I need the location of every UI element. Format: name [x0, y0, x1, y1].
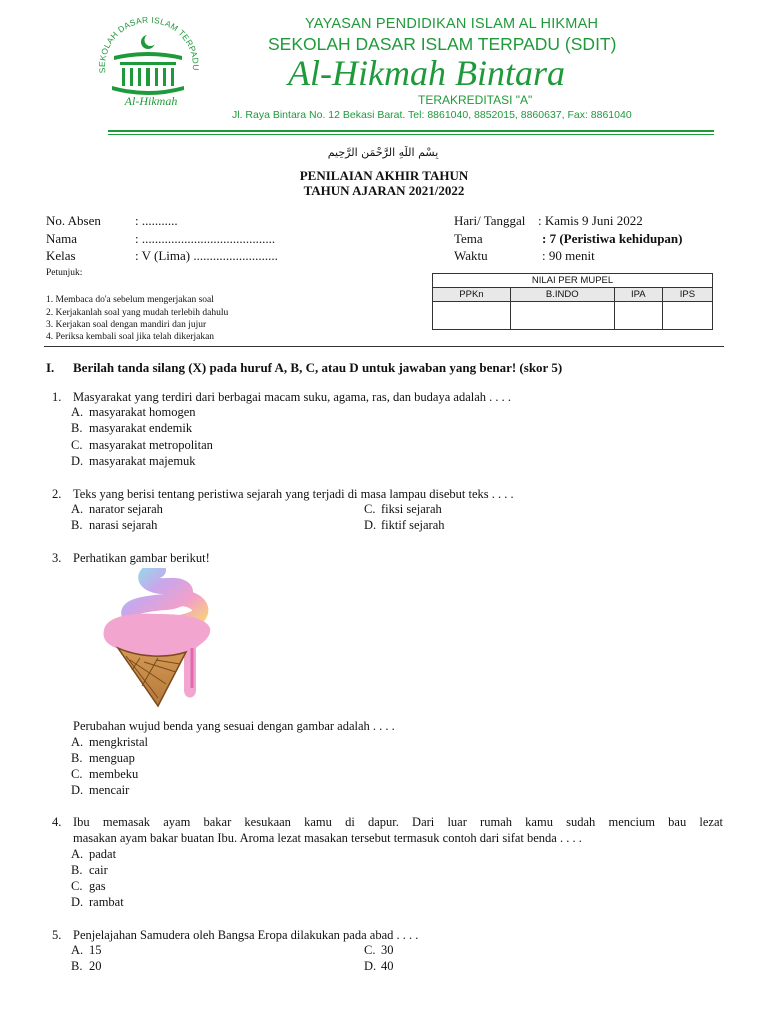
option-letter[interactable]: A. [71, 943, 84, 957]
option-letter[interactable]: B. [71, 959, 83, 973]
question-text: Penjelajahan Samudera oleh Bangsa Eropa dilakukan pada abad . . . . [73, 928, 419, 942]
hari-value: : Kamis 9 Juni 2022 [538, 213, 643, 228]
option-text: masyarakat majemuk [89, 454, 196, 468]
option-letter[interactable]: B. [71, 751, 83, 765]
option-letter[interactable]: C. [71, 879, 83, 893]
question-number: 2. [52, 487, 62, 501]
grade-cell-ips[interactable] [662, 302, 712, 330]
option-text: fiktif sejarah [381, 518, 445, 532]
school-logo [92, 12, 204, 112]
grade-cell-ipa[interactable] [614, 302, 662, 330]
option-letter[interactable]: D. [71, 895, 84, 909]
melting-ice-cream-image [96, 568, 220, 708]
foundation-name: YAYASAN PENDIDIKAN ISLAM AL HIKMAH [305, 16, 599, 32]
header-divider-thin [108, 134, 714, 135]
option-letter[interactable]: D. [71, 783, 84, 797]
no-absen-field[interactable]: : ........... [135, 213, 178, 228]
option-letter[interactable]: A. [71, 735, 84, 749]
question-text: Ibu memasak ayam bakar kesukaan kamu di dapur. Dari luar rumah kamu sudah mencium bau lezat [73, 815, 723, 829]
question-number: 3. [52, 551, 62, 565]
grade-cell-bindo[interactable] [510, 302, 614, 330]
option-letter[interactable]: A. [71, 847, 84, 861]
kelas-field[interactable]: : V (Lima) .......................... [135, 248, 278, 263]
nama-label: Nama [46, 231, 78, 246]
option-text: 30 [381, 943, 394, 957]
logo-script-text: Al-Hikmah [124, 94, 178, 108]
question-number: 4. [52, 815, 62, 829]
grades-table [432, 273, 713, 330]
option-letter[interactable]: C. [364, 502, 376, 516]
option-text: 20 [89, 959, 102, 973]
instruction-item: 4. Periksa kembali soal jika telah dikerjakan [46, 332, 215, 342]
option-text: rambat [89, 895, 124, 909]
kelas-label: Kelas [46, 248, 76, 263]
grade-col-header: PPKn [433, 288, 511, 302]
option-letter[interactable]: D. [71, 454, 84, 468]
section-instruction: Berilah tanda silang (X) pada huruf A, B, C, atau D untuk jawaban yang benar! (skor 5) [73, 360, 563, 375]
header-divider [108, 130, 714, 132]
option-text: 40 [381, 959, 394, 973]
question-text: Masyarakat yang terdiri dari berbagai macam suku, agama, ras, dan budaya adalah . . . . [73, 390, 512, 404]
waktu-value: : 90 menit [542, 248, 595, 263]
option-text: cair [89, 863, 108, 877]
grade-col-header: IPA [614, 288, 662, 302]
exam-year: TAHUN AJARAN 2021/2022 [303, 183, 465, 198]
option-letter[interactable]: C. [71, 767, 83, 781]
question-text: Perhatikan gambar berikut! [73, 551, 210, 565]
question-followup: Perubahan wujud benda yang sesuai dengan gambar adalah . . . . [73, 719, 395, 733]
option-text: menguap [89, 751, 135, 765]
option-text: fiksi sejarah [381, 502, 442, 516]
option-letter[interactable]: C. [364, 943, 376, 957]
option-letter[interactable]: D. [364, 518, 377, 532]
option-text: gas [89, 879, 106, 893]
instruction-item: 2. Kerjakanlah soal yang mudah terlebih dahulu [46, 308, 229, 318]
option-text: masyarakat metropolitan [89, 438, 213, 452]
option-letter[interactable]: A. [71, 405, 84, 419]
school-address: Jl. Raya Bintara No. 12 Bekasi Barat. Tel: 8861040, 8852015, 8860637, Fax: 8861040 [232, 109, 632, 121]
grade-col-header: B.INDO [510, 288, 614, 302]
option-text: masyarakat homogen [89, 405, 196, 419]
option-text: 15 [89, 943, 102, 957]
option-text: narasi sejarah [89, 518, 158, 532]
question-text-continued: masakan ayam bakar buatan Ibu. Aroma lezat masakan tersebut termasuk contoh dari sifat benda . . . . [73, 831, 582, 845]
option-letter[interactable]: B. [71, 518, 83, 532]
option-letter[interactable]: A. [71, 502, 84, 516]
logo-arc-text: SEKOLAH DASAR ISLAM TERPADU [96, 14, 202, 74]
option-letter[interactable]: D. [364, 959, 377, 973]
tema-label: Tema [454, 231, 483, 246]
grades-caption: NILAI PER MUPEL [433, 274, 713, 288]
tema-value: : 7 (Peristiwa kehidupan) [542, 231, 683, 246]
instruction-item: 3. Kerjakan soal dengan mandiri dan jujur [46, 320, 207, 330]
basmala: بِسْمِ اللَّهِ الرَّحْمَنِ الرَّحِيمِ [327, 146, 439, 159]
option-text: membeku [89, 767, 139, 781]
hari-label: Hari/ Tanggal [454, 213, 526, 228]
option-letter[interactable]: B. [71, 421, 83, 435]
school-type: SEKOLAH DASAR ISLAM TERPADU (SDIT) [268, 34, 617, 54]
question-number: 5. [52, 928, 62, 942]
option-text: padat [89, 847, 117, 861]
grade-cell-ppkn[interactable] [433, 302, 511, 330]
instruction-item: 1. Membaca do'a sebelum mengerjakan soal [46, 295, 214, 305]
accreditation: TERAKREDITASI "A" [418, 93, 533, 107]
option-text: mencair [89, 783, 130, 797]
option-letter[interactable]: B. [71, 863, 83, 877]
option-text: mengkristal [89, 735, 149, 749]
school-name: Al-Hikmah Bintara [288, 53, 565, 93]
exam-title: PENILAIAN AKHIR TAHUN [299, 168, 469, 183]
instructions-heading: Petunjuk: [46, 268, 83, 278]
question-text: Teks yang berisi tentang peristiwa sejarah yang terjadi di masa lampau disebut teks . . . . [73, 487, 514, 501]
waktu-label: Waktu [454, 248, 488, 263]
grade-col-header: IPS [662, 288, 712, 302]
section-divider [44, 346, 724, 347]
section-number: I. [46, 360, 55, 375]
no-absen-label: No. Absen [46, 213, 101, 228]
question-number: 1. [52, 390, 62, 404]
option-text: masyarakat endemik [89, 421, 193, 435]
nama-field[interactable]: : ......................................... [135, 231, 276, 246]
option-letter[interactable]: C. [71, 438, 83, 452]
option-text: narator sejarah [89, 502, 163, 516]
